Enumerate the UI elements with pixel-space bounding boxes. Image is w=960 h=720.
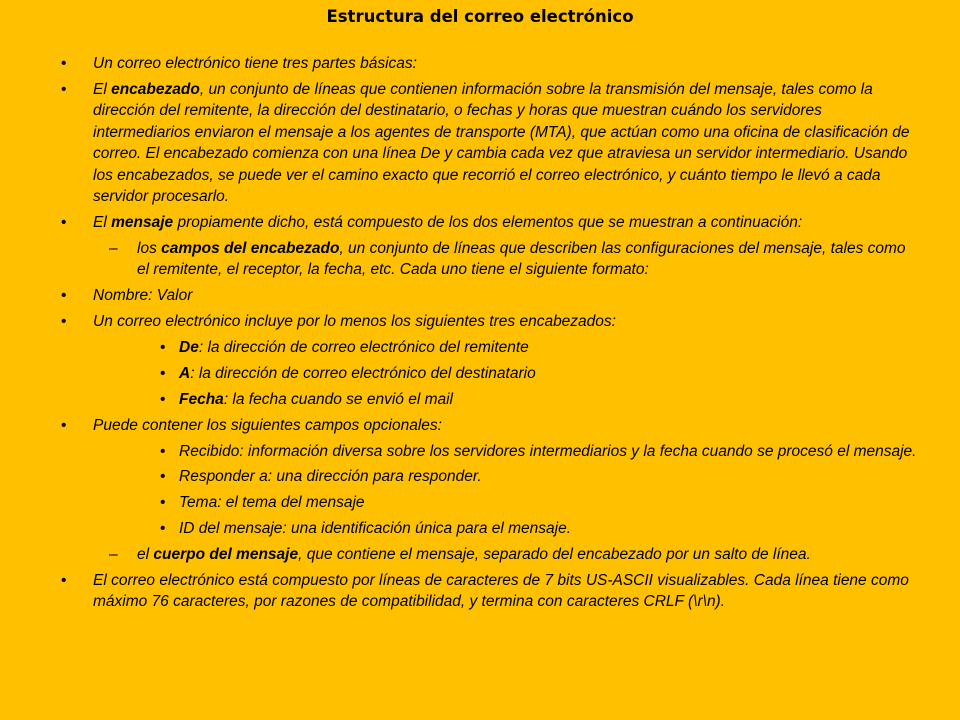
item-text: Responder a: una dirección para responder. bbox=[179, 468, 482, 486]
bullet-icon: • bbox=[160, 364, 166, 382]
bullet-icon: • bbox=[160, 468, 166, 486]
bullet-icon: • bbox=[160, 442, 166, 460]
bullet-item bbox=[60, 53, 920, 74]
item-text-pre: los bbox=[137, 239, 162, 257]
bullet-item bbox=[60, 415, 920, 436]
item-text: Un correo electrónico incluye por lo menos los siguientes tres encabezados: bbox=[93, 312, 616, 330]
dash-icon: – bbox=[109, 239, 118, 257]
item-text-bold: campos del encabezado bbox=[161, 239, 340, 257]
item-text-bold: Fecha bbox=[179, 390, 224, 408]
bullet-icon: • bbox=[61, 287, 67, 305]
item-text-post: , que contiene el mensaje, separado del encabezado por un salto de línea. bbox=[298, 546, 811, 564]
item-text-bold: cuerpo del mensaje bbox=[153, 546, 299, 564]
bullet-icon: • bbox=[160, 520, 166, 538]
bullet-icon: • bbox=[61, 312, 67, 330]
sub-bullet-item bbox=[60, 466, 920, 487]
item-text-bold: encabezado bbox=[111, 80, 200, 98]
bullet-icon: • bbox=[160, 494, 166, 512]
item-text-post: , un conjunto de líneas que contienen información sobre la transmisión del mensaje, tales como la dirección del remitente, la dirección del destinatario, o fechas y horas que muestran cuándo los servidores intermediarios enviaron el mensaje a los agentes de transporte (MTA), que actúan como una oficina de clasificación de correo. El encabezado comienza con una línea De y cambia cada vez que atraviesa un servidor intermediario. Usando los encabezados, se puede ver el camino exacto que recorrió el correo electrónico, y cuánto tiempo le llevó a cada servidor procesarlo. bbox=[93, 80, 910, 205]
item-text: Tema: el tema del mensaje bbox=[179, 494, 365, 512]
item-text-pre: El bbox=[93, 213, 112, 231]
item-text-post: : la dirección de correo electrónico del destinatario bbox=[190, 364, 536, 382]
item-text-pre: El bbox=[93, 80, 112, 98]
dash-item bbox=[60, 544, 920, 565]
item-text-bold: mensaje bbox=[111, 213, 174, 231]
sub-bullet-item bbox=[60, 389, 920, 410]
bullet-item bbox=[60, 311, 920, 332]
item-text-post: , un conjunto de líneas que describen las configuraciones del mensaje, tales como el remitente, el receptor, la fecha, etc. Cada uno tiene el siguiente formato: bbox=[137, 239, 906, 279]
bullet-icon: • bbox=[61, 80, 67, 98]
item-text-post: : la dirección de correo electrónico del remitente bbox=[198, 338, 529, 356]
slide-body bbox=[60, 53, 920, 617]
item-text: Nombre: Valor bbox=[93, 287, 193, 305]
sub-bullet-item bbox=[60, 492, 920, 513]
bullet-item bbox=[60, 285, 920, 306]
slide-title: Estructura del correo electrónico bbox=[326, 7, 634, 26]
item-text: Recibido: información diversa sobre los servidores intermediarios y la fecha cuando se procesó el mensaje. bbox=[179, 442, 917, 460]
bullet-item bbox=[60, 79, 920, 207]
bullet-icon: • bbox=[61, 572, 67, 590]
dash-icon: – bbox=[109, 546, 118, 564]
item-text: Un correo electrónico tiene tres partes básicas: bbox=[93, 55, 417, 72]
bullet-icon: • bbox=[160, 390, 166, 408]
item-text-bold: A bbox=[179, 364, 191, 382]
item-text: El correo electrónico está compuesto por líneas de caracteres de 7 bits US-ASCII visualizables. Cada línea tiene como máximo 76 caracteres, por razones de compatibilidad, y termina con caracteres CRLF (\r\n). bbox=[93, 572, 909, 611]
item-text: ID del mensaje: una identificación única para el mensaje. bbox=[179, 520, 572, 538]
item-text-post: propiamente dicho, está compuesto de los dos elementos que se muestran a continuación: bbox=[173, 213, 803, 231]
bullet-icon: • bbox=[61, 416, 67, 434]
item-text-bold: De bbox=[179, 338, 199, 356]
item-text: Puede contener los siguientes campos opcionales: bbox=[93, 416, 442, 434]
bullet-icon: • bbox=[61, 213, 67, 231]
item-text-post: : la fecha cuando se envió el mail bbox=[223, 390, 454, 408]
sub-bullet-item bbox=[60, 518, 920, 539]
item-text-pre: el bbox=[137, 546, 154, 564]
bullet-item bbox=[60, 570, 920, 613]
bullet-item bbox=[60, 212, 920, 233]
sub-bullet-item bbox=[60, 337, 920, 358]
bullet-icon: • bbox=[160, 338, 166, 356]
dash-item bbox=[60, 238, 920, 281]
bullet-icon: • bbox=[61, 55, 67, 72]
sub-bullet-item bbox=[60, 441, 920, 462]
sub-bullet-item bbox=[60, 363, 920, 384]
